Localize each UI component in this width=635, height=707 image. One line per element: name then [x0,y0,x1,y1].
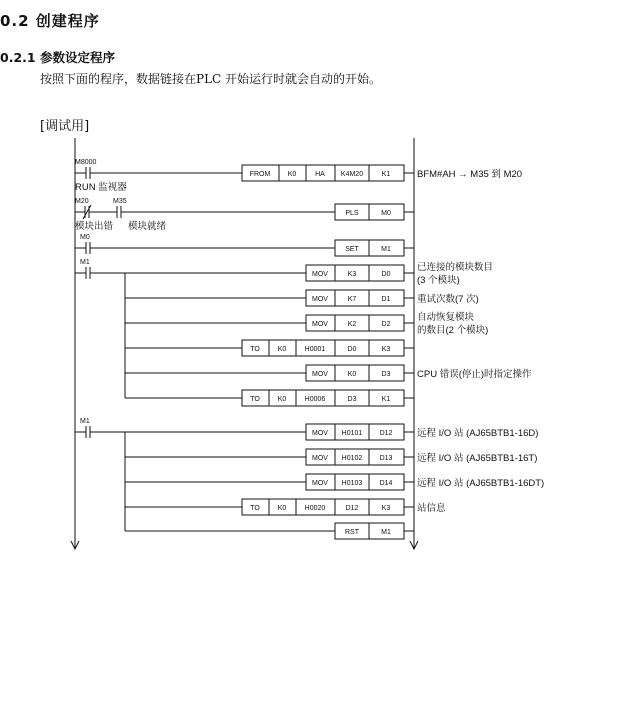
instr-arg: D2 [381,321,391,328]
instr-arg: K1 [381,396,391,403]
instr-arg: H0001 [304,346,326,353]
instr-arg: D13 [379,455,393,462]
comment: 远程 I/O 站 (AJ65BTB1-16DT) [417,478,545,489]
comment: BFM#AH → M35 到 M20 [417,169,523,180]
instr-arg: H0020 [304,505,326,512]
comment: 自动恢复模块 [417,312,475,323]
contact-m1a: M1 [80,259,90,266]
comment: 站信息 [417,503,446,514]
instr-arg: K0 [277,396,287,403]
instr-arg: K0 [277,505,287,512]
subsection-title: 0.2.1 参数设定程序 [0,50,115,65]
contact-m8000: M8000 [75,159,97,166]
comment: 远程 I/O 站 (AJ65BTB1-16T) [417,453,538,464]
instr-arg: K2 [347,321,357,328]
instr-arg: M1 [381,529,391,536]
instr-to: TO [250,346,260,353]
instr-from: FROM [249,171,271,178]
module-ready-label: 模块就绪 [128,221,167,232]
intro-text: 按照下面的程序，数据链接在PLC 开始运行时就会自动的开始。 [40,72,382,86]
instr-arg: D12 [379,430,393,437]
contact-m20: M20 [75,198,89,205]
contact-m35: M35 [113,198,127,205]
instr-rst: RST [345,529,359,536]
instr-arg: K1 [381,171,391,178]
instr-mov: MOV [312,296,328,303]
instr-arg: K0 [277,346,287,353]
instr-arg: D1 [381,296,391,303]
module-error-label: 模块出错 [75,221,114,232]
instr-mov: MOV [312,271,328,278]
debug-label: [调试用] [40,119,90,134]
instr-arg: K7 [347,296,357,303]
comment: 已连接的模块数目 [417,262,494,273]
instr-arg: D3 [381,371,391,378]
instr-mov: MOV [312,455,328,462]
instr-arg: K3 [381,505,391,512]
instr-mov: MOV [312,371,328,378]
contact-m0: M0 [80,234,90,241]
instr-pls: PLS [345,210,359,217]
instr-arg: M0 [381,210,391,217]
instr-arg: K4M20 [340,171,364,178]
run-monitor-label: RUN 监视器 [75,182,127,193]
instr-arg: D14 [379,480,393,487]
instr-set: SET [345,246,359,253]
instr-arg: H0101 [341,430,363,437]
instr-arg: D0 [381,271,391,278]
instr-arg: K0 [347,371,357,378]
instr-arg: K3 [347,271,357,278]
instr-mov: MOV [312,430,328,437]
instr-arg: K0 [287,171,297,178]
instr-arg: D0 [347,346,357,353]
contact-m1b: M1 [80,418,90,425]
instr-arg: H0006 [304,396,326,403]
instr-arg: K3 [381,346,391,353]
comment: CPU 错误(停止)时指定操作 [417,369,532,380]
instr-to: TO [250,396,260,403]
instr-arg: M1 [381,246,391,253]
comment: 的数目(2 个模块) [417,325,489,336]
comment: 远程 I/O 站 (AJ65BTB1-16D) [417,428,539,439]
instr-mov: MOV [312,480,328,487]
instr-arg: D3 [347,396,357,403]
instr-arg: D12 [345,505,359,512]
comment: (3 个模块) [417,275,460,286]
instr-arg: H0103 [341,480,363,487]
section-title: 0.2 创建程序 [0,12,100,30]
instr-to: TO [250,505,260,512]
comment: 重试次数(7 次) [417,294,479,305]
instr-arg: H0102 [341,455,363,462]
instr-arg: HA [315,171,325,178]
instr-mov: MOV [312,321,328,328]
